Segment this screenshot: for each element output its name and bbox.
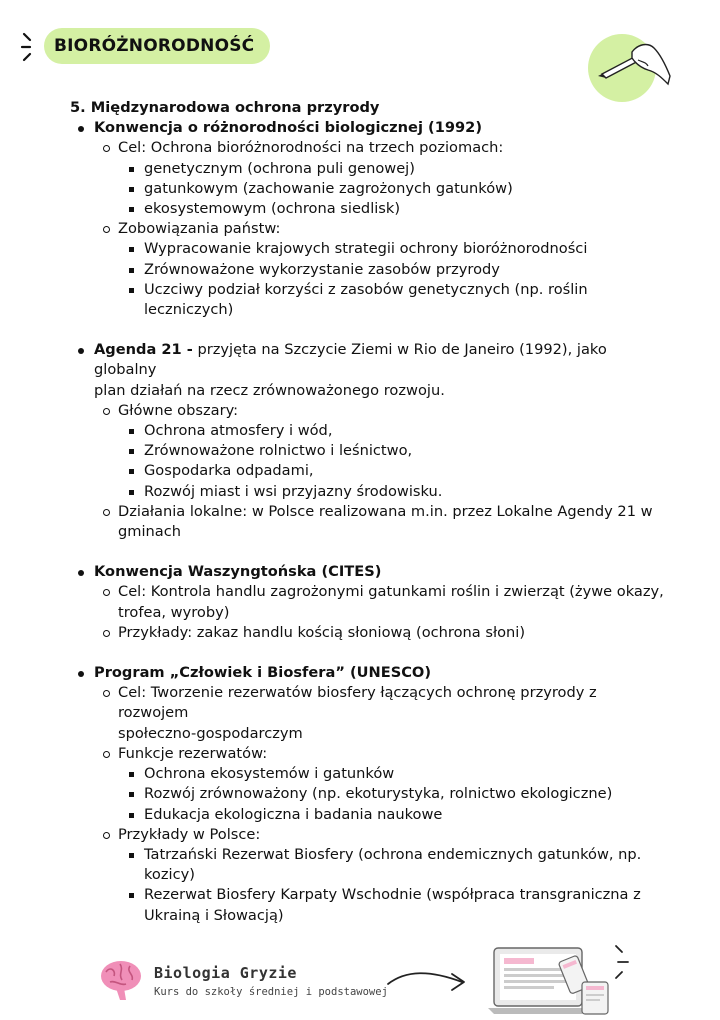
item-title: Konwencja o różnorodności biologicznej (1992) xyxy=(94,119,482,137)
item-text: ekosystemowym (ochrona siedlisk) xyxy=(144,200,401,218)
circle-bullet-icon xyxy=(103,630,110,637)
circle-bullet-icon xyxy=(103,226,110,233)
square-bullet-icon xyxy=(129,469,134,474)
item-text: Przykłady w Polsce: xyxy=(118,825,261,843)
square-bullet-icon xyxy=(129,853,134,858)
list-item xyxy=(70,482,670,502)
list-item xyxy=(70,502,670,522)
list-item xyxy=(70,582,670,602)
item-text: Gospodarka odpadami, xyxy=(144,462,314,480)
list-item xyxy=(70,401,670,421)
item-text: trofea, wyroby) xyxy=(118,603,230,621)
item-text: Rozwój zrównoważony (np. ekoturystyka, rolnictwo ekologiczne) xyxy=(144,785,613,803)
item-text: gminach xyxy=(118,523,181,541)
section-title: 5. Międzynarodowa ochrona przyrody xyxy=(70,99,380,116)
list-item-continuation xyxy=(70,381,670,401)
square-bullet-icon xyxy=(129,893,134,898)
square-bullet-icon xyxy=(129,813,134,818)
circle-bullet-icon xyxy=(103,690,110,697)
list-item xyxy=(70,159,670,179)
list-item-continuation xyxy=(70,865,670,885)
list-item xyxy=(70,744,670,764)
square-bullet-icon xyxy=(129,429,134,434)
list-item-continuation xyxy=(70,603,670,623)
list-item xyxy=(70,280,670,320)
circle-bullet-icon xyxy=(103,589,110,596)
item-title: Agenda 21 - xyxy=(94,341,193,359)
square-bullet-icon xyxy=(129,772,134,777)
list-item xyxy=(70,805,670,825)
list-item xyxy=(70,562,670,582)
item-text: Zrównoważone wykorzystanie zasobów przyrody xyxy=(144,260,500,278)
list-item xyxy=(70,461,670,481)
sparkle-icon xyxy=(20,30,46,64)
item-text: Główne obszary: xyxy=(118,401,239,419)
list-item xyxy=(70,118,670,138)
square-bullet-icon xyxy=(129,207,134,212)
list-item xyxy=(70,663,670,683)
item-text: Działania lokalne: w Polsce realizowana m.in. przez Lokalne Agendy 21 w xyxy=(118,502,653,520)
item-text: Ochrona atmosfery i wód, xyxy=(144,422,333,440)
list-item xyxy=(70,260,670,280)
writing-hand-icon xyxy=(582,32,672,104)
circle-bullet-icon xyxy=(103,832,110,839)
list-item xyxy=(70,764,670,784)
item-text: Rezerwat Biosfery Karpaty Wschodnie (współpraca transgraniczna z xyxy=(144,886,641,904)
item-text: społeczno-gospodarczym xyxy=(118,724,303,742)
item-text: plan działań na rzecz zrównoważonego rozwoju. xyxy=(94,381,445,399)
item-text: Zobowiązania państw: xyxy=(118,220,281,238)
square-bullet-icon xyxy=(129,792,134,797)
devices-illustration xyxy=(488,940,638,1018)
brand-name: Biologia Gryzie xyxy=(154,964,297,982)
item-text: Cel: Ochrona bioróżnorodności na trzech poziomach: xyxy=(118,139,504,157)
square-bullet-icon xyxy=(129,187,134,192)
item-title: Program „Człowiek i Biosfera” (UNESCO) xyxy=(94,664,431,682)
arrow-icon xyxy=(384,964,470,998)
item-text: Rozwój miast i wsi przyjazny środowisku. xyxy=(144,482,443,500)
list-item xyxy=(70,199,670,219)
item-text: Tatrzański Rezerwat Biosfery (ochrona endemicznych gatunków, np. xyxy=(144,845,642,863)
square-bullet-icon xyxy=(129,490,134,495)
square-bullet-icon xyxy=(129,449,134,454)
item-text: Edukacja ekologiczna i badania naukowe xyxy=(144,805,443,823)
circle-bullet-icon xyxy=(103,509,110,516)
content xyxy=(70,98,670,926)
list-item xyxy=(70,179,670,199)
square-bullet-icon xyxy=(129,167,134,172)
list-item xyxy=(70,340,670,380)
bullet-icon xyxy=(78,671,84,677)
list-item xyxy=(70,623,670,643)
item-text: genetycznym (ochrona puli genowej) xyxy=(144,159,415,177)
list-item xyxy=(70,441,670,461)
list-item-continuation xyxy=(70,522,670,542)
list-item-continuation xyxy=(70,724,670,744)
list-item xyxy=(70,683,670,723)
item-text: Uczciwy podział korzyści z zasobów genetycznych (np. roślin leczniczych) xyxy=(144,280,588,319)
list-item xyxy=(70,239,670,259)
list-item xyxy=(70,421,670,441)
item-text: Wypracowanie krajowych strategii ochrony bioróżnorodności xyxy=(144,240,588,258)
list-item xyxy=(70,885,670,905)
square-bullet-icon xyxy=(129,247,134,252)
list-item xyxy=(70,845,670,865)
list-item xyxy=(70,138,670,158)
circle-bullet-icon xyxy=(103,751,110,758)
item-text: Cel: Kontrola handlu zagrożonymi gatunkami roślin i zwierząt (żywe okazy, xyxy=(118,583,664,601)
item-text: Funkcje rezerwatów: xyxy=(118,744,268,762)
item-text: Ochrona ekosystemów i gatunków xyxy=(144,765,395,783)
square-bullet-icon xyxy=(129,288,134,293)
list-item-continuation xyxy=(70,906,670,926)
brain-logo-icon xyxy=(98,958,144,1002)
item-title: Konwencja Waszyngtońska (CITES) xyxy=(94,563,382,581)
item-text: Przykłady: zakaz handlu kością słoniową (ochrona słoni) xyxy=(118,623,526,641)
item-text: Ukrainą i Słowacją) xyxy=(144,906,284,924)
list-item xyxy=(70,825,670,845)
item-text: Cel: Tworzenie rezerwatów biosfery łączących ochronę przyrody z rozwojem xyxy=(118,684,597,722)
list-item xyxy=(70,219,670,239)
item-text: kozicy) xyxy=(144,866,195,884)
brand-subtitle: Kurs do szkoły średniej i podstawowej xyxy=(154,986,388,998)
page-title: BIORÓŻNORODNOŚĆ xyxy=(54,36,255,56)
bullet-icon xyxy=(78,126,84,132)
circle-bullet-icon xyxy=(103,145,110,152)
circle-bullet-icon xyxy=(103,408,110,415)
header-badge xyxy=(44,28,270,64)
item-text: gatunkowym (zachowanie zagrożonych gatunków) xyxy=(144,179,513,197)
list-item xyxy=(70,784,670,804)
item-text: przyjęta na Szczycie Ziemi w Rio de Janeiro (1992), jako globalny xyxy=(94,341,607,379)
item-text: Zrównoważone rolnictwo i leśnictwo, xyxy=(144,442,413,460)
bullet-icon xyxy=(78,570,84,576)
bullet-icon xyxy=(78,348,84,354)
square-bullet-icon xyxy=(129,268,134,273)
